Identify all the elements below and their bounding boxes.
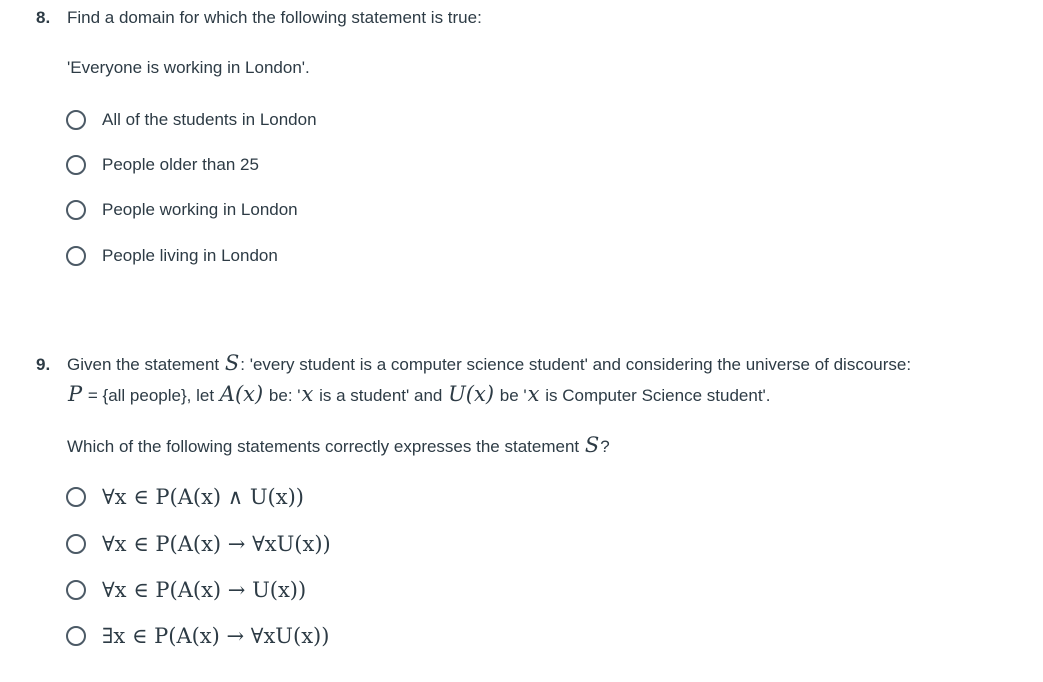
q8-option-4[interactable] xyxy=(66,242,278,270)
q9-var-x1: x xyxy=(301,382,314,406)
question-9-number: 9. xyxy=(36,355,51,374)
q9-option-3[interactable] xyxy=(66,576,306,604)
q9-var-ax: A(x) xyxy=(219,382,264,406)
radio-button[interactable] xyxy=(66,487,86,507)
q9-option-4[interactable] xyxy=(66,622,329,650)
q8-option-1[interactable] xyxy=(66,106,317,134)
q9-option-2-formula[interactable]: ∀x ∈ P(A(x) → ∀xU(x)) xyxy=(102,532,331,556)
q9-var-p: P xyxy=(68,382,83,406)
question-9-line2 xyxy=(67,382,771,408)
radio-button[interactable] xyxy=(66,110,86,130)
q8-option-4-label[interactable]: People living in London xyxy=(102,246,278,265)
radio-button[interactable] xyxy=(66,626,86,646)
question-8-header xyxy=(36,6,482,30)
q9-line2-seg1: = {all people}, let xyxy=(83,386,219,405)
q9-line2-seg5: is Computer Science student'. xyxy=(540,386,771,405)
q9-option-3-formula[interactable]: ∀x ∈ P(A(x) → U(x)) xyxy=(102,578,307,602)
question-8-statement: 'Everyone is working in London'. xyxy=(67,58,310,77)
radio-button[interactable] xyxy=(66,246,86,266)
radio-button[interactable] xyxy=(66,534,86,554)
q9-var-ux: U(x) xyxy=(448,382,495,406)
q9-line2-seg4: be ' xyxy=(495,386,527,405)
radio-button[interactable] xyxy=(66,580,86,600)
q9-question-pre: Which of the following statements correctly expresses the statement xyxy=(67,437,584,456)
q8-option-2-label[interactable]: People older than 25 xyxy=(102,155,259,174)
q9-option-2[interactable] xyxy=(66,530,331,558)
question-9-question xyxy=(67,433,610,459)
q9-line2-seg2: be: ' xyxy=(264,386,301,405)
q9-line1-pre: Given the statement xyxy=(67,355,224,374)
q9-option-1[interactable] xyxy=(66,483,304,511)
radio-button[interactable] xyxy=(66,155,86,175)
q9-question-var-s: S xyxy=(584,433,600,457)
q9-question-post: ? xyxy=(600,437,610,456)
q9-line1-post: : 'every student is a computer science student' and considering the universe of discourse: xyxy=(240,355,912,374)
q8-option-3-label[interactable]: People working in London xyxy=(102,200,298,219)
q8-option-3[interactable] xyxy=(66,196,298,224)
radio-button[interactable] xyxy=(66,200,86,220)
q9-var-x2: x xyxy=(527,382,540,406)
question-8-prompt: Find a domain for which the following statement is true: xyxy=(67,8,482,27)
q9-line2-seg3: is a student' and xyxy=(314,386,448,405)
q9-option-4-formula[interactable]: ∃x ∈ P(A(x) → ∀xU(x)) xyxy=(102,624,330,648)
question-9-header xyxy=(36,351,911,377)
q9-var-s: S xyxy=(224,351,240,375)
q9-option-1-formula[interactable]: ∀x ∈ P(A(x) ∧ U(x)) xyxy=(102,485,304,509)
q8-option-2[interactable] xyxy=(66,151,259,179)
q8-option-1-label[interactable]: All of the students in London xyxy=(102,110,317,129)
question-8-number: 8. xyxy=(36,8,51,27)
